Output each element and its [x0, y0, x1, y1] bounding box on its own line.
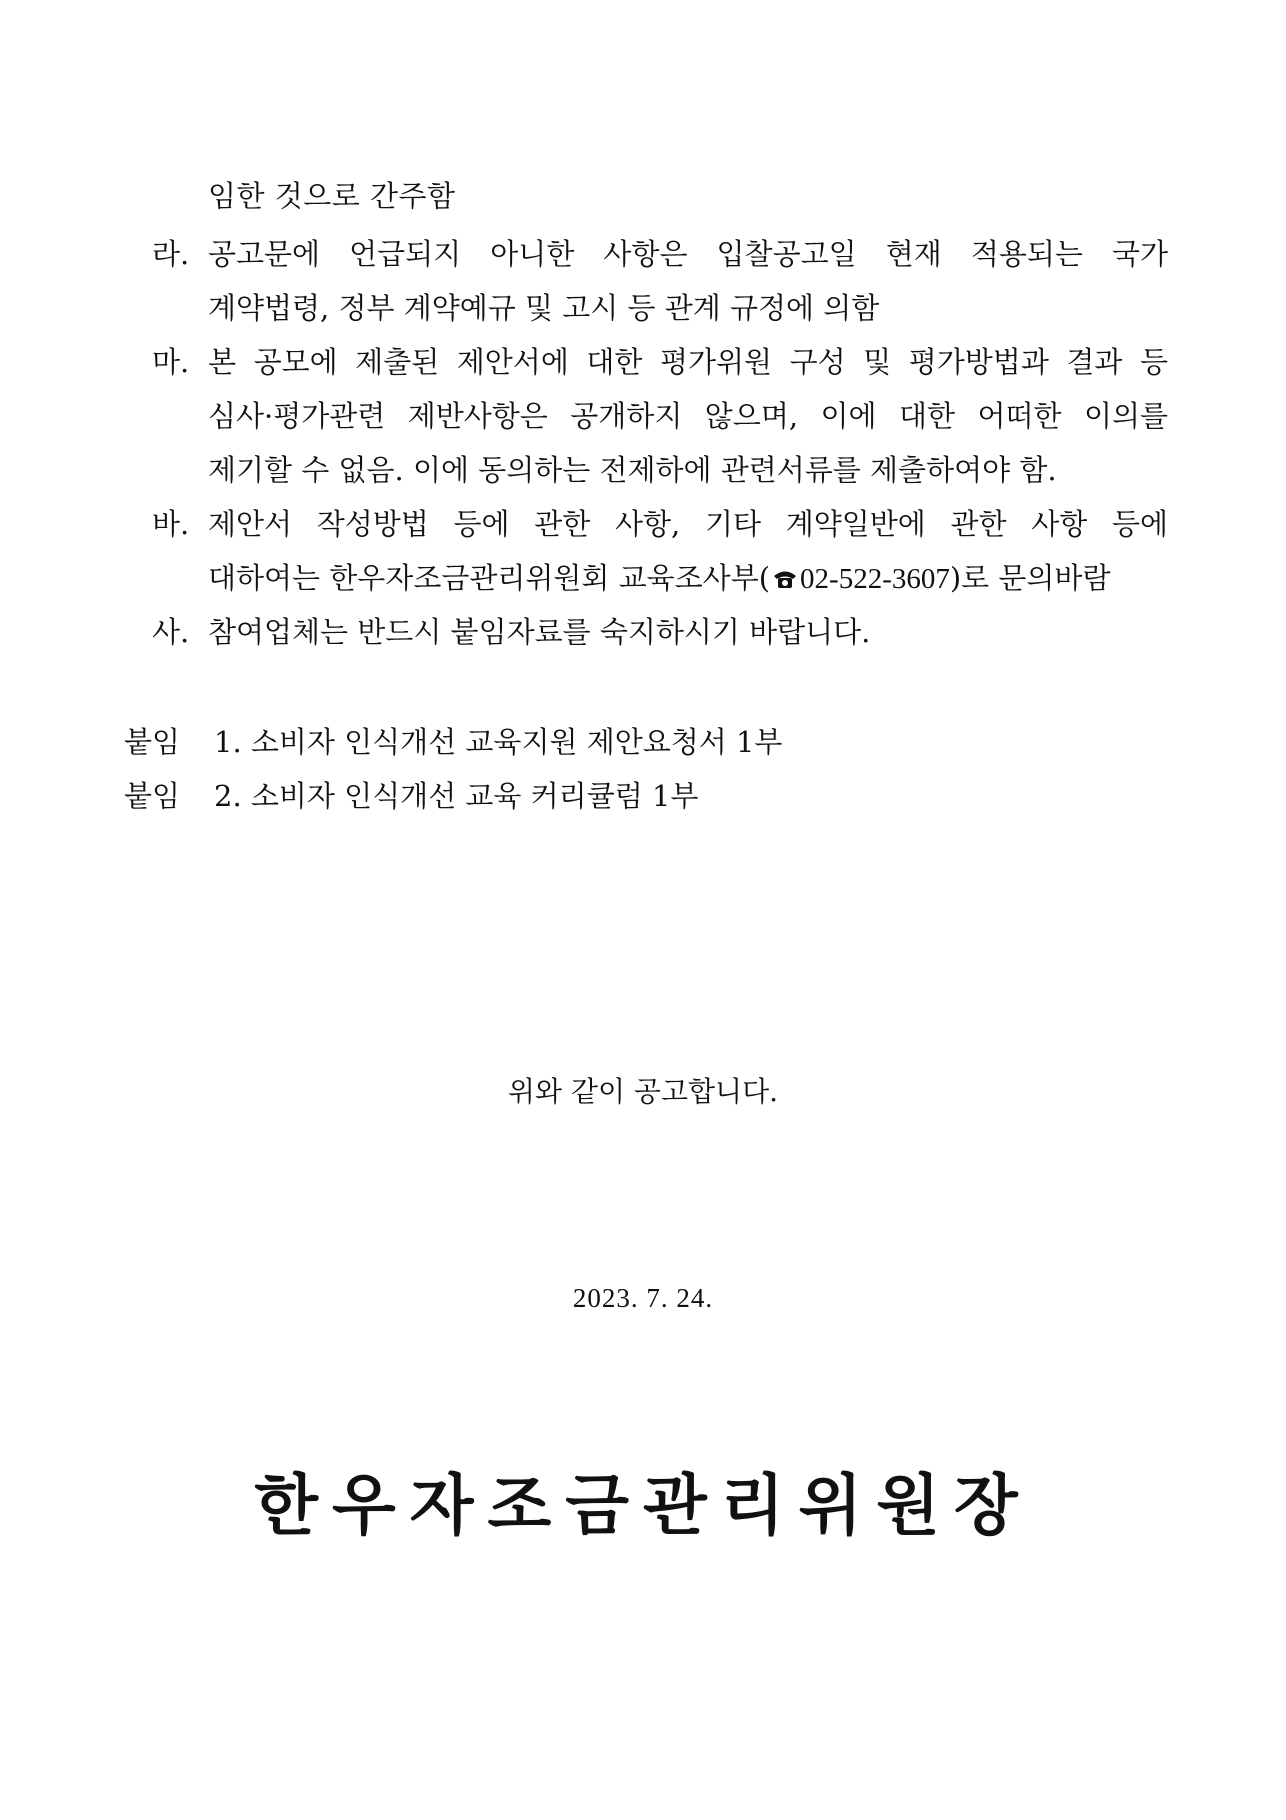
item-line: 제안서 작성방법 등에 관한 사항, 기타 계약일반에 관한 사항 등에	[208, 507, 1168, 541]
issuer-signature: 한우자조금관리위원장	[254, 1466, 1032, 1544]
item-text	[208, 234, 1168, 342]
attachment-label: 붙임	[124, 725, 181, 759]
phone-icon	[772, 568, 798, 590]
item-text	[208, 342, 1168, 504]
item-text	[208, 612, 1168, 666]
announcement-date: 2023. 7. 24.	[572, 1283, 714, 1313]
attachment-1	[124, 722, 782, 762]
item-marker: 라.	[152, 237, 190, 271]
item-line: 제기할 수 없음. 이에 동의하는 전제하에 관련서류를 제출하여야 함.	[208, 453, 1057, 487]
item-line: 계약법령, 정부 계약예규 및 고시 등 관계 규정에 의함	[208, 291, 880, 325]
attachment-label: 붙임	[124, 779, 181, 813]
item-line: 본 공모에 제출된 제안서에 대한 평가위원 구성 및 평가방법과 결과 등	[208, 345, 1168, 379]
attachment-text: 2. 소비자 인식개선 교육 커리큘럼 1부	[214, 779, 699, 813]
contact-prefix: 대하여는 한우자조금관리위원회 교육조사부(	[208, 561, 771, 595]
continuation-line: 임한 것으로 간주함	[208, 179, 456, 213]
item-text	[208, 504, 1168, 612]
item-marker: 바.	[152, 507, 190, 541]
item-marker: 마.	[152, 345, 190, 379]
closing-statement: 위와 같이 공고합니다.	[507, 1075, 779, 1108]
attachment-2	[124, 776, 698, 816]
item-line: 참여업체는 반드시 붙임자료를 숙지하시기 바랍니다.	[208, 615, 871, 649]
contact-line	[208, 558, 1168, 612]
item-line: 심사·평가관련 제반사항은 공개하지 않으며, 이에 대한 어떠한 이의를	[208, 399, 1168, 433]
contact-phone: 02-522-3607	[800, 563, 950, 595]
item-line: 공고문에 언급되지 아니한 사항은 입찰공고일 현재 적용되는 국가	[208, 237, 1168, 271]
item-marker: 사.	[152, 615, 190, 649]
attachment-text: 1. 소비자 인식개선 교육지원 제안요청서 1부	[214, 725, 783, 759]
contact-suffix: )로 문의바람	[949, 561, 1111, 595]
